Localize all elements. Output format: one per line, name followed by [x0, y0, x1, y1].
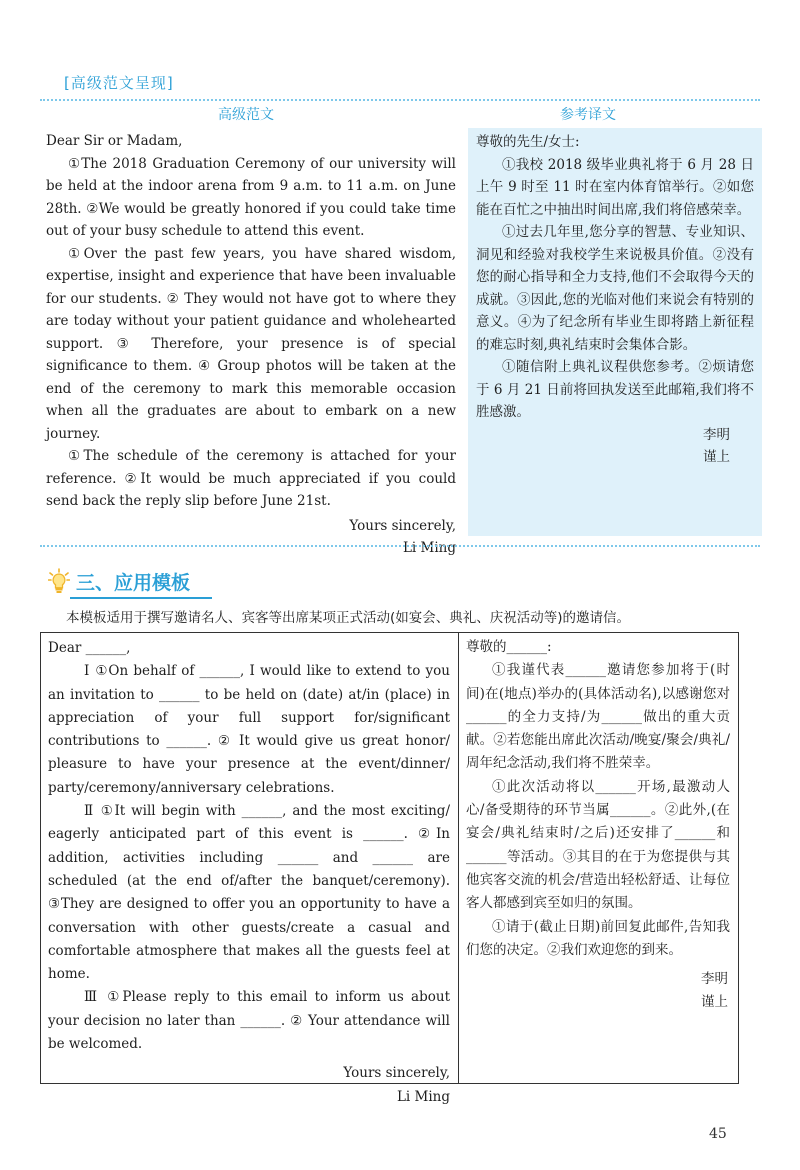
section-title: 三、应用模板 — [76, 572, 191, 594]
letter-paragraph-1: ①我校 2018 级毕业典礼将于 6 月 28 日上午 9 时至 11 时在室内体育馆举行。②如您能在百忙之中抽出时间出席,我们将倍感荣幸。 — [476, 156, 754, 218]
letter-salutation: Dear ______, — [48, 640, 131, 656]
template-intro: 本模板适用于撰写邀请名人、宾客等出席某项正式活动(如宴会、典礼、庆祝活动等)的邀请信。 — [66, 610, 631, 626]
letter-paragraph-2: ①过去几年里,您分享的智慧、专业知识、洞见和经验对我校学生来说极具价值。②没有您的耐心指导和全力支持,他们不会取得今天的成就。③因此,您的光临对他们来说会有特别的意义。④为了纪念所有毕业生即将踏上新征程的难忘时刻,典礼结束时会集体合影。 — [476, 224, 754, 353]
dotted-divider — [40, 99, 760, 101]
letter-salutation: Dear Sir or Madam, — [46, 133, 183, 149]
section-title-underline — [70, 597, 212, 599]
letter-salutation: 尊敬的先生/女士: — [476, 134, 580, 150]
letter-paragraph-2: ①Over the past few years, you have shared wisdom, expertise, insight and experience that have been invaluable for our students. ② They would not have got to where they are today without your patient guidance and wholehearted support. ③ Therefore, your presence is of special significance to them. ④ Group photos will be taken at the end of the ceremony to mark this memorable occasion when all the graduates are about to embark on a new journey. — [46, 245, 456, 442]
sample-chinese-letter — [476, 131, 754, 469]
template-chinese-letter — [466, 636, 730, 1015]
sample-english-letter — [46, 130, 456, 560]
template-column-divider — [458, 632, 459, 1084]
letter-closing: Yours sincerely, — [349, 517, 456, 534]
letter-closing: 谨上 — [701, 994, 728, 1011]
letter-paragraph-3: ①随信附上典礼议程供您参考。②烦请您于 6 月 21 日前将回执发送至此邮箱,我们将不胜感激。 — [476, 359, 754, 420]
letter-signature: Li Ming — [396, 1088, 450, 1105]
dotted-divider — [40, 545, 760, 547]
sample-english-heading: 高级范文 — [218, 107, 274, 123]
letter-closing: 谨上 — [703, 449, 730, 465]
letter-paragraph-1: ①我谨代表______邀请您参加将于(时间)在(地点)举办的(具体活动名),以感谢您对______的全力支持/为______做出的重大贡献。②若您能出席此次活动/晚宴/聚会/典礼/周年纪念活动,我们将不胜荣幸。 — [466, 662, 730, 772]
letter-paragraph-1: Ⅰ ①On behalf of ______, I would like to extend to you an invitation to ______ to be held on (date) at/in (place) in appreciation of your full support for/significant contributions to ______. ② It would give us great honor/ pleasure to have your presence at the event/dinner/ party/ceremony/anniversary celebrations. — [48, 663, 450, 796]
letter-paragraph-2: ①此次活动将以______开场,最激动人心/备受期待的环节当属______。②此外,(在宴会/典礼结束时/之后)还安排了______和______等活动。③其目的在于为您提供与其他宾客交流的机会/营造出轻松舒适、让每位客人都感到宾至如归的氛围。 — [466, 778, 730, 912]
template-english-letter — [48, 637, 450, 1109]
page-number: 45 — [709, 1126, 727, 1142]
letter-signature: 李明 — [703, 426, 730, 443]
lightbulb-icon — [48, 568, 70, 594]
section-tab: [高级范文呈现] — [64, 74, 174, 92]
letter-salutation: 尊敬的______: — [466, 639, 552, 655]
letter-closing: Yours sincerely, — [343, 1065, 450, 1082]
letter-paragraph-3: ①请于(截止日期)前回复此邮件,告知我们您的决定。②我们欢迎您的到来。 — [466, 918, 730, 958]
letter-signature: 李明 — [701, 971, 728, 988]
letter-paragraph-3: Ⅲ ①Please reply to this email to inform us about your decision no later than ______. ② Your attendance will be welcomed. — [48, 989, 450, 1053]
sample-chinese-heading: 参考译文 — [560, 107, 616, 123]
letter-paragraph-3: ①The schedule of the ceremony is attached for your reference. ②It would be much appreciated if you could send back the reply slip before June 21st. — [46, 448, 456, 509]
letter-paragraph-1: ①The 2018 Graduation Ceremony of our university will be held at the indoor arena from 9 a.m. to 11 a.m. on June 28th. ②We would be greatly honored if you could take time out of your busy schedule to attend this event. — [46, 155, 456, 239]
letter-paragraph-2: Ⅱ ①It will begin with ______, and the most exciting/ eagerly anticipated part of this event is ______. ②In addition, activities including ______ and ______ are scheduled (at the end of/after the banquet/ceremony). ③They are designed to offer you an opportunity to have a conversation with other guests/create a casual and comfortable atmosphere that makes all the guests feel at home. — [48, 803, 450, 983]
letter-signature: Li Ming — [402, 540, 456, 556]
